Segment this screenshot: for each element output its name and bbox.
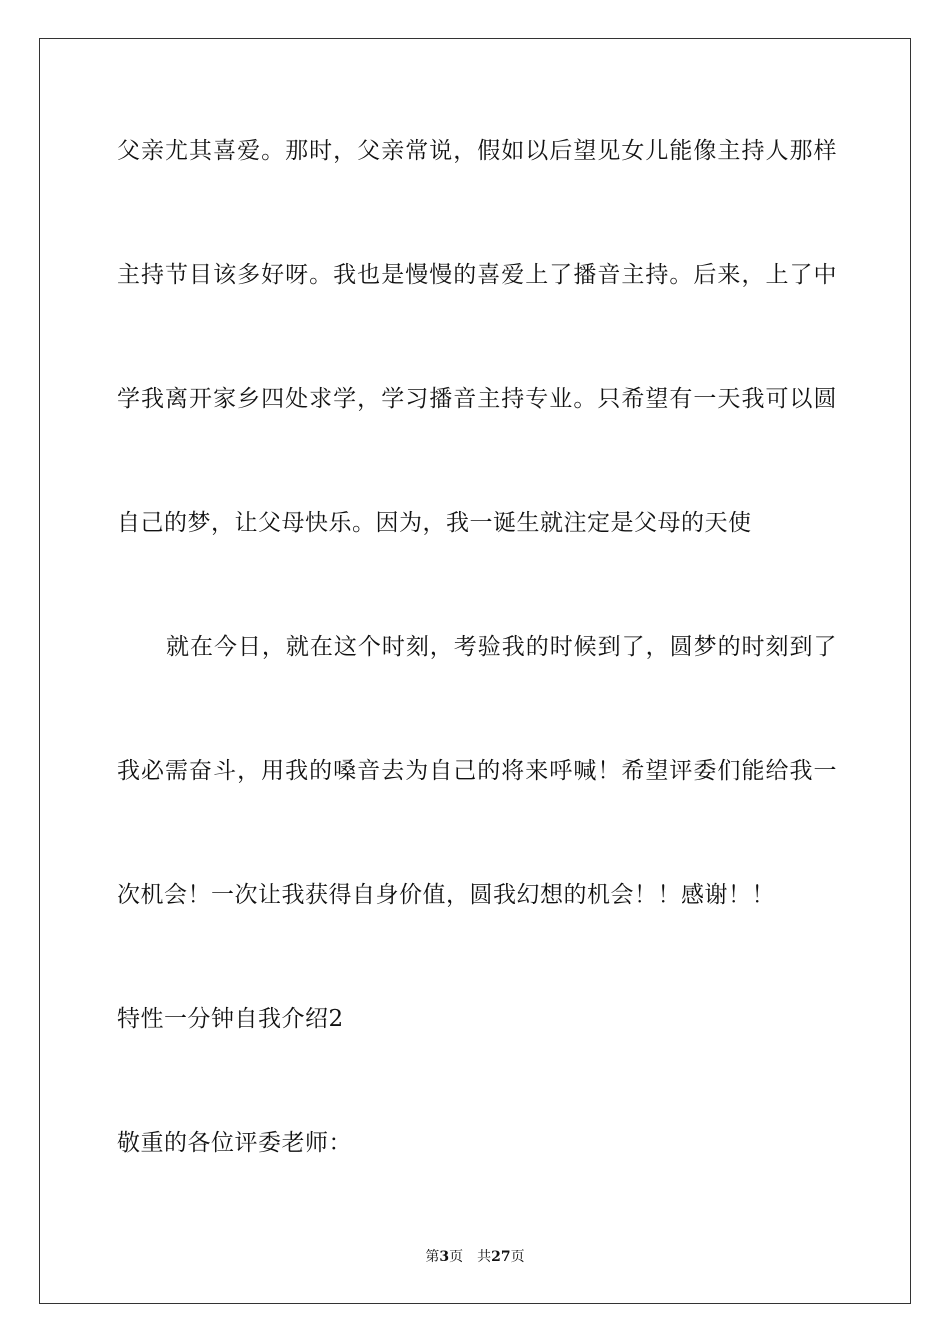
body-line-3: 学我离开家乡四处求学，学习播音主持专业。只希望有一天我可以圆 [117, 386, 837, 412]
footer-page-prefix: 第 [425, 1249, 440, 1265]
footer-total-suffix: 页 [510, 1249, 525, 1265]
footer-total-prefix: 共 [477, 1249, 492, 1265]
footer-page-suffix: 页 [449, 1249, 464, 1265]
page-footer [0, 1247, 950, 1267]
footer-total-pages: 27 [491, 1249, 511, 1265]
section-heading: 特性一分钟自我介绍2 [117, 1006, 344, 1032]
footer-page-number: 3 [439, 1249, 450, 1265]
body-line-4: 自己的梦，让父母快乐。因为，我一诞生就注定是父母的天使 [117, 510, 752, 536]
body-line-7: 次机会！一次让我获得自身价值，圆我幻想的机会！！感谢！！ [117, 882, 775, 908]
page-border [39, 38, 911, 1304]
body-line-5: 就在今日，就在这个时刻，考验我的时候到了，圆梦的时刻到了 [166, 634, 837, 660]
body-line-6: 我必需奋斗，用我的嗓音去为自己的将来呼喊！希望评委们能给我一 [117, 758, 837, 784]
body-line-2: 主持节目该多好呀。我也是慢慢的喜爱上了播音主持。后来，上了中 [117, 262, 837, 288]
salutation-line: 敬重的各位评委老师： [117, 1130, 352, 1156]
body-line-1: 父亲尤其喜爱。那时，父亲常说，假如以后望见女儿能像主持人那样 [117, 138, 837, 164]
